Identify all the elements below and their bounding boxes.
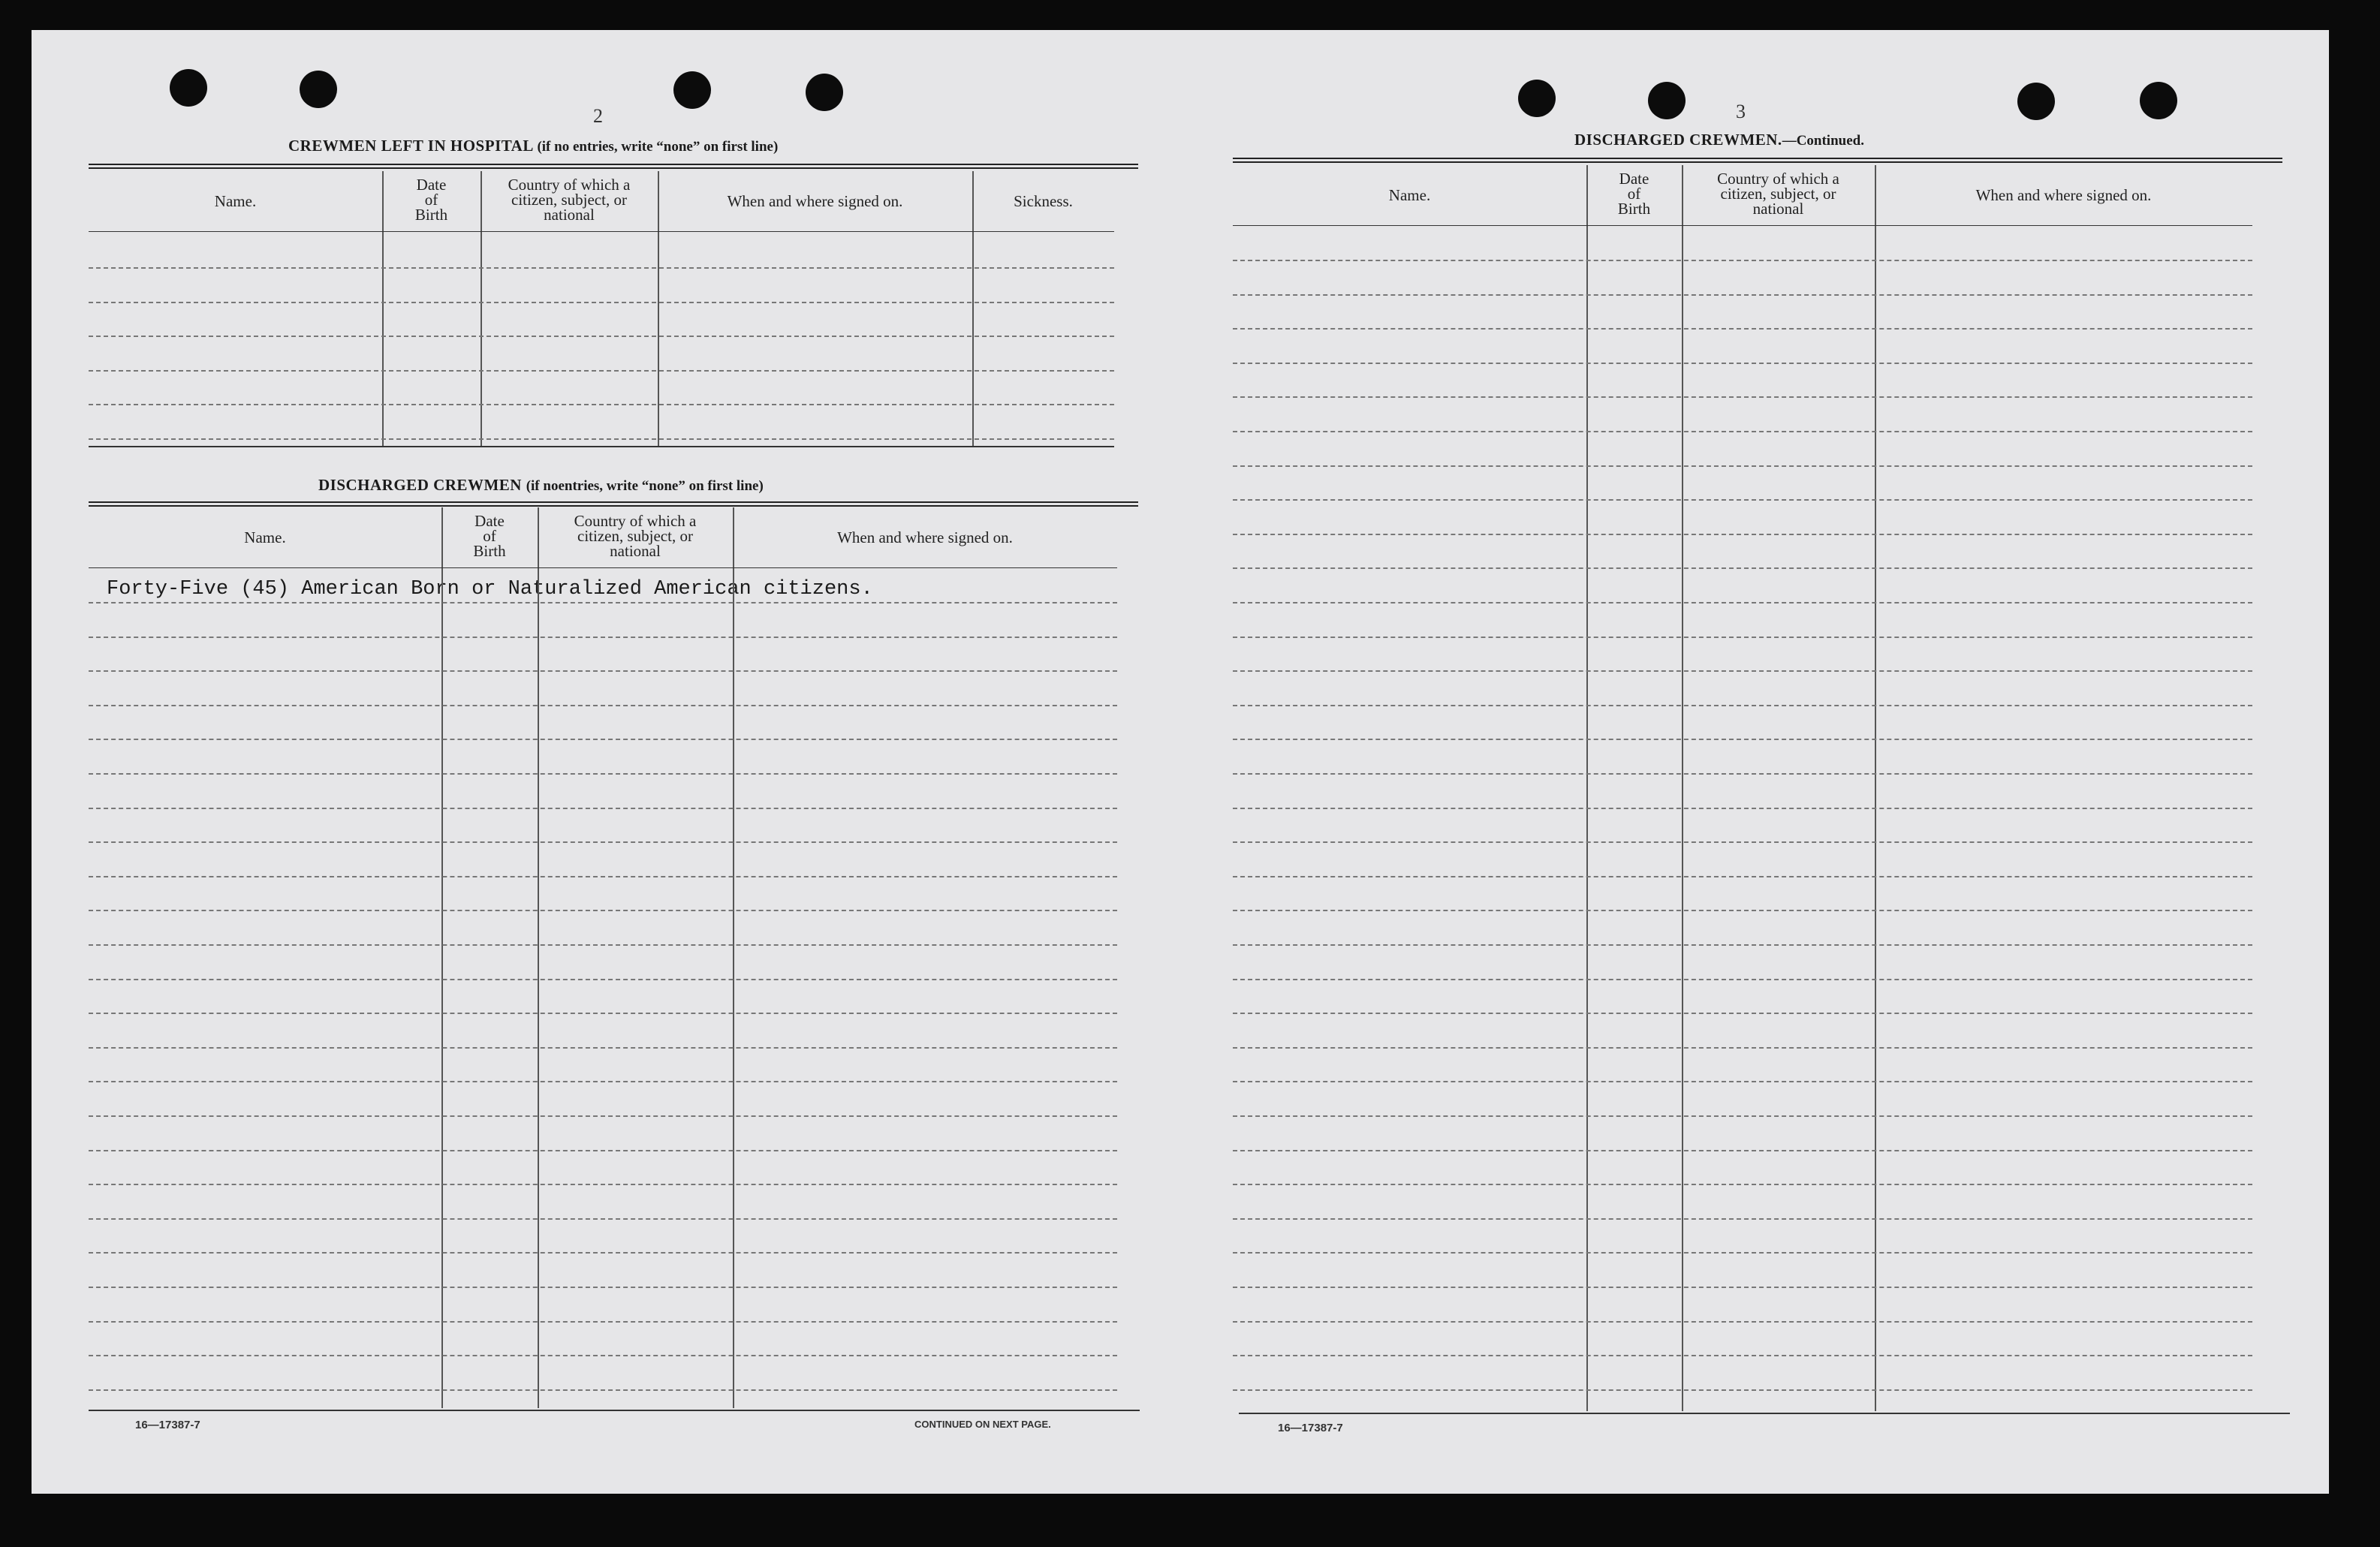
continued-ruled-line bbox=[1233, 431, 2252, 432]
discharged-ruled-line bbox=[89, 1184, 1117, 1185]
discharged-ruled-line bbox=[89, 841, 1117, 843]
hospital-instruction: (if no entries, write “none” on first line) bbox=[537, 139, 779, 155]
discharged-ruled-line bbox=[89, 670, 1117, 672]
discharged-header-rule bbox=[89, 567, 1117, 568]
continued-ruled-line bbox=[1233, 534, 2252, 535]
hospital-column-divider bbox=[658, 171, 659, 447]
discharged-section-title bbox=[318, 476, 764, 495]
continued-ruled-line bbox=[1233, 773, 2252, 775]
continued-ruled-line bbox=[1233, 910, 2252, 911]
continued-ruled-line bbox=[1233, 1252, 2252, 1254]
discharged-ruled-line bbox=[89, 1150, 1117, 1151]
discharged-ruled-line bbox=[89, 876, 1117, 877]
discharged-column-header: Date of Birth bbox=[473, 512, 506, 560]
continued-ruled-line bbox=[1233, 1389, 2252, 1391]
form-number-right: 16—17387-7 bbox=[1278, 1422, 1343, 1434]
discharged-ruled-line bbox=[89, 808, 1117, 809]
hospital-column-header: Date of Birth bbox=[414, 176, 448, 224]
hospital-ruled-line bbox=[89, 404, 1114, 405]
typed-entry: Forty-Five (45) American Born or Naturalized American citizens. bbox=[107, 578, 873, 600]
hospital-top-rule bbox=[89, 164, 1138, 169]
discharged-ruled-line bbox=[89, 705, 1117, 706]
discharged-ruled-line bbox=[89, 637, 1117, 638]
continued-suffix: —Continued. bbox=[1782, 133, 1864, 149]
punch-hole bbox=[2140, 82, 2177, 119]
discharged-ruled-line bbox=[89, 1013, 1117, 1014]
continued-ruled-line bbox=[1233, 328, 2252, 330]
form-number-left: 16—17387-7 bbox=[135, 1419, 200, 1431]
punch-hole bbox=[170, 69, 207, 107]
discharged-ruled-line bbox=[89, 1047, 1117, 1049]
continued-ruled-line bbox=[1233, 808, 2252, 809]
discharged-ruled-line bbox=[89, 1389, 1117, 1391]
discharged-top-rule bbox=[89, 501, 1138, 507]
continued-ruled-line bbox=[1233, 637, 2252, 638]
left-bottom-rule bbox=[89, 1410, 1140, 1411]
continued-column-header: When and where signed on. bbox=[1975, 186, 2152, 204]
continued-ruled-line bbox=[1233, 294, 2252, 296]
continued-column-header: Date of Birth bbox=[1617, 170, 1651, 218]
punch-hole bbox=[673, 71, 711, 109]
continued-column-divider bbox=[1875, 165, 1876, 1411]
hospital-ruled-line bbox=[89, 438, 1114, 440]
discharged-ruled-line bbox=[89, 739, 1117, 740]
continued-column-header: Name. bbox=[1388, 186, 1431, 204]
hospital-header-rule bbox=[89, 231, 1114, 232]
continued-ruled-line bbox=[1233, 602, 2252, 603]
discharged-ruled-line bbox=[89, 1081, 1117, 1082]
discharged-ruled-line bbox=[89, 979, 1117, 980]
hospital-title-text: CREWMEN LEFT IN HOSPITAL bbox=[288, 137, 533, 155]
continued-column-header: Country of which a citizen, subject, or national bbox=[1717, 170, 1839, 218]
discharged-column-header: When and where signed on. bbox=[837, 528, 1013, 546]
continued-ruled-line bbox=[1233, 1047, 2252, 1049]
continued-ruled-line bbox=[1233, 499, 2252, 501]
hospital-column-header: When and where signed on. bbox=[727, 192, 903, 210]
continued-ruled-line bbox=[1233, 705, 2252, 706]
discharged-continued-text: DISCHARGED CREWMEN. bbox=[1574, 131, 1782, 149]
punch-hole bbox=[1518, 80, 1556, 117]
discharged-continued-title bbox=[1574, 131, 1864, 149]
continued-ruled-line bbox=[1233, 944, 2252, 946]
discharged-title-text: DISCHARGED CREWMEN bbox=[318, 476, 522, 494]
hospital-column-header: Sickness. bbox=[1014, 192, 1073, 210]
continued-ruled-line bbox=[1233, 396, 2252, 398]
continued-ruled-line bbox=[1233, 876, 2252, 877]
hospital-column-header: Country of which a citizen, subject, or national bbox=[508, 176, 631, 224]
hospital-section-title bbox=[288, 137, 778, 155]
hospital-column-divider bbox=[972, 171, 974, 447]
continued-column-divider bbox=[1586, 165, 1588, 1411]
continued-ruled-line bbox=[1233, 1321, 2252, 1323]
continued-ruled-line bbox=[1233, 1355, 2252, 1356]
continued-ruled-line bbox=[1233, 465, 2252, 467]
discharged-ruled-line bbox=[89, 1355, 1117, 1356]
discharged-ruled-line bbox=[89, 1115, 1117, 1117]
continued-ruled-line bbox=[1233, 260, 2252, 261]
right-bottom-rule bbox=[1239, 1413, 2290, 1414]
hospital-bottom-rule bbox=[89, 446, 1114, 447]
discharged-ruled-line bbox=[89, 1218, 1117, 1220]
continued-ruled-line bbox=[1233, 1115, 2252, 1117]
punch-hole bbox=[1648, 82, 1686, 119]
discharged-ruled-line bbox=[89, 1252, 1117, 1254]
discharged-column-header: Country of which a citizen, subject, or national bbox=[574, 512, 697, 560]
discharged-ruled-line bbox=[89, 602, 1117, 603]
continued-ruled-line bbox=[1233, 841, 2252, 843]
hospital-column-header: Name. bbox=[214, 192, 257, 210]
continued-ruled-line bbox=[1233, 1184, 2252, 1185]
discharged-column-header: Name. bbox=[244, 528, 286, 546]
punch-hole bbox=[806, 74, 843, 111]
hospital-ruled-line bbox=[89, 302, 1114, 303]
continued-ruled-line bbox=[1233, 670, 2252, 672]
continued-ruled-line bbox=[1233, 1150, 2252, 1151]
discharged-ruled-line bbox=[89, 944, 1117, 946]
continued-ruled-line bbox=[1233, 739, 2252, 740]
continued-ruled-line bbox=[1233, 979, 2252, 980]
discharged-column-divider bbox=[538, 507, 539, 1408]
hospital-ruled-line bbox=[89, 336, 1114, 337]
continued-header-rule bbox=[1233, 225, 2252, 226]
continued-ruled-line bbox=[1233, 567, 2252, 569]
discharged-ruled-line bbox=[89, 1321, 1117, 1323]
right-top-rule bbox=[1233, 158, 2282, 163]
hospital-ruled-line bbox=[89, 267, 1114, 269]
hospital-ruled-line bbox=[89, 370, 1114, 372]
continued-column-divider bbox=[1682, 165, 1683, 1411]
document-sheet bbox=[32, 30, 2329, 1494]
punch-hole bbox=[2017, 83, 2055, 120]
punch-hole bbox=[300, 71, 337, 108]
discharged-ruled-line bbox=[89, 910, 1117, 911]
page-number-left: 2 bbox=[593, 105, 603, 127]
continued-ruled-line bbox=[1233, 1287, 2252, 1288]
discharged-column-divider bbox=[733, 507, 734, 1408]
discharged-column-divider bbox=[441, 507, 443, 1408]
discharged-instruction: (if noentries, write “none” on first line) bbox=[526, 478, 764, 494]
continued-ruled-line bbox=[1233, 1081, 2252, 1082]
continued-ruled-line bbox=[1233, 363, 2252, 364]
continued-ruled-line bbox=[1233, 1013, 2252, 1014]
page-number-right: 3 bbox=[1736, 101, 1746, 122]
continued-ruled-line bbox=[1233, 1218, 2252, 1220]
discharged-ruled-line bbox=[89, 1287, 1117, 1288]
discharged-ruled-line bbox=[89, 773, 1117, 775]
continued-note: CONTINUED ON NEXT PAGE. bbox=[914, 1419, 1051, 1430]
